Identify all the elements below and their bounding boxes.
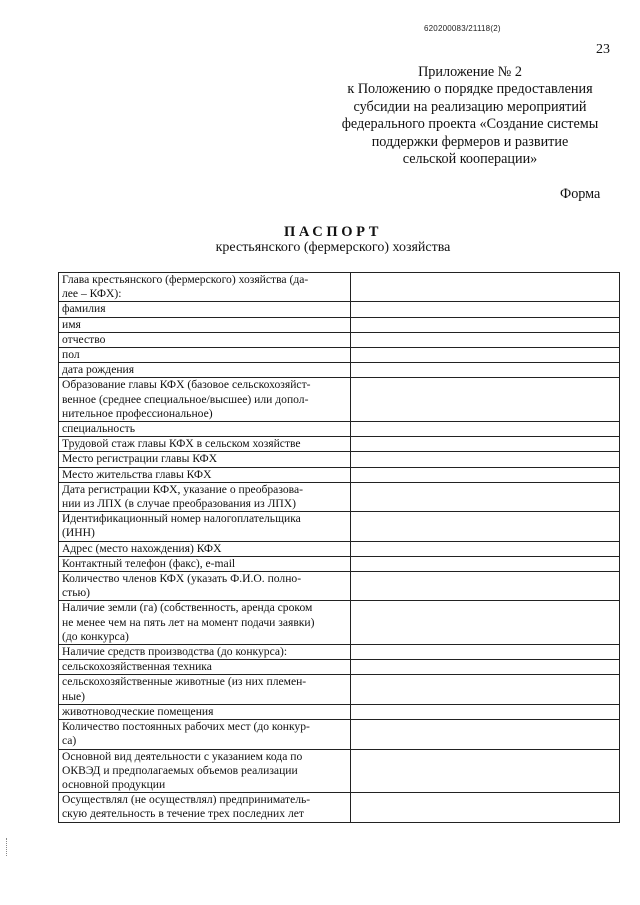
- row-label-cell: [59, 675, 351, 704]
- table-row: [59, 317, 620, 332]
- row-label-line: (до конкурса): [62, 629, 129, 643]
- table-row: [59, 749, 620, 793]
- row-label-line: пол: [62, 348, 80, 362]
- row-label-cell: [59, 720, 351, 749]
- table-row: [59, 348, 620, 363]
- row-value-cell[interactable]: [351, 675, 620, 704]
- row-label-line: Осуществлял (не осуществлял) предприниматель-: [62, 793, 311, 807]
- row-label-line: нительное профессиональное): [62, 406, 213, 420]
- row-label-cell: [59, 793, 351, 822]
- row-label-line: са): [62, 734, 77, 748]
- row-label-line: Адрес (место нахождения) КФХ: [62, 541, 222, 555]
- passport-table-body: [59, 273, 620, 823]
- row-value-cell[interactable]: [351, 660, 620, 675]
- row-label-cell: [59, 482, 351, 511]
- row-label-line: сельскохозяйственные животные (из них племен-: [62, 675, 307, 689]
- row-value-cell[interactable]: [351, 452, 620, 467]
- table-row: [59, 467, 620, 482]
- row-label-cell: [59, 749, 351, 793]
- table-row: [59, 793, 620, 822]
- table-row: [59, 302, 620, 317]
- row-label-line: Место жительства главы КФХ: [62, 467, 212, 481]
- document-subtitle: крестьянского (фермерского) хозяйства: [215, 240, 451, 255]
- table-row: [59, 572, 620, 601]
- row-label-cell: [59, 660, 351, 675]
- appendix-line: сельской кооперации»: [402, 151, 538, 168]
- row-label-line: Наличие средств производства (до конкурса):: [62, 645, 288, 659]
- row-label-line: основной продукции: [62, 777, 166, 791]
- row-label-line: сельскохозяйственная техника: [62, 660, 212, 674]
- row-label-line: лее – КФХ):: [62, 287, 122, 301]
- passport-table: [58, 272, 620, 823]
- appendix-line: Приложение № 2: [418, 64, 522, 80]
- table-row: [59, 482, 620, 511]
- table-row: [59, 452, 620, 467]
- table-row: [59, 378, 620, 422]
- row-label-line: животноводческие помещения: [62, 704, 214, 718]
- row-label-line: Наличие земли (га) (собственность, аренда сроком: [62, 601, 313, 615]
- row-label-line: Контактный телефон (факс), e-mail: [62, 556, 236, 570]
- row-value-cell[interactable]: [351, 317, 620, 332]
- row-label-cell: [59, 541, 351, 556]
- row-label-line: Дата регистрации КФХ, указание о преобразова-: [62, 482, 303, 496]
- row-label-cell: [59, 378, 351, 422]
- table-row: [59, 704, 620, 719]
- row-value-cell[interactable]: [351, 437, 620, 452]
- row-label-line: Образование главы КФХ (базовое сельскохозяйст-: [62, 378, 311, 392]
- appendix-block: [320, 64, 620, 168]
- row-label-cell: [59, 601, 351, 645]
- table-row: [59, 512, 620, 541]
- table-row: [59, 422, 620, 437]
- appendix-line: к Положению о порядке предоставления: [347, 81, 593, 98]
- table-row: [59, 437, 620, 452]
- row-label-line: Идентификационный номер налогоплательщика: [62, 512, 301, 526]
- row-label-cell: [59, 332, 351, 347]
- table-row: [59, 601, 620, 645]
- row-label-line: Место регистрации главы КФХ: [62, 452, 218, 466]
- row-label-line: не менее чем на пять лет на момент подачи заявки): [62, 615, 315, 629]
- margin-mark: [6, 838, 8, 856]
- table-row: [59, 660, 620, 675]
- row-label-cell: [59, 556, 351, 571]
- row-label-cell: [59, 645, 351, 660]
- row-value-cell[interactable]: [351, 601, 620, 645]
- row-label-line: скую деятельность в течение трех последних лет: [62, 807, 304, 821]
- row-label-line: дата рождения: [62, 363, 135, 377]
- row-label-line: имя: [62, 317, 81, 331]
- row-label-cell: [59, 363, 351, 378]
- row-label-cell: [59, 452, 351, 467]
- appendix-line: федерального проекта «Создание системы: [341, 116, 599, 133]
- row-value-cell[interactable]: [351, 572, 620, 601]
- page-number: 23: [596, 42, 610, 57]
- row-label-cell: [59, 572, 351, 601]
- row-label-cell: [59, 422, 351, 437]
- document-code: 620200083/21118(2): [424, 24, 501, 33]
- row-label-line: Трудовой стаж главы КФХ в сельском хозяйстве: [62, 437, 301, 451]
- row-value-cell[interactable]: [351, 363, 620, 378]
- row-label-cell: [59, 467, 351, 482]
- row-value-cell[interactable]: [351, 645, 620, 660]
- row-label-cell: [59, 512, 351, 541]
- row-label-line: венное (среднее специальное/высшее) или допол-: [62, 392, 309, 406]
- row-label-line: ные): [62, 689, 86, 703]
- row-label-cell: [59, 273, 351, 302]
- table-row: [59, 332, 620, 347]
- row-value-cell[interactable]: [351, 720, 620, 749]
- row-value-cell[interactable]: [351, 302, 620, 317]
- row-label-line: ОКВЭД и предполагаемых объемов реализации: [62, 763, 298, 777]
- row-label-line: Основной вид деятельности с указанием кода по: [62, 749, 303, 763]
- row-value-cell[interactable]: [351, 348, 620, 363]
- row-value-cell[interactable]: [351, 332, 620, 347]
- row-value-cell[interactable]: [351, 422, 620, 437]
- row-value-cell[interactable]: [351, 467, 620, 482]
- form-label: Форма: [560, 186, 601, 202]
- row-label-line: (ИНН): [62, 526, 95, 540]
- table-row: [59, 720, 620, 749]
- row-value-cell[interactable]: [351, 541, 620, 556]
- row-label-line: фамилия: [62, 302, 106, 316]
- table-row: [59, 363, 620, 378]
- appendix-line: поддержки фермеров и развитие: [371, 133, 569, 150]
- appendix-line: субсидии на реализацию мероприятий: [353, 98, 587, 115]
- row-label-cell: [59, 704, 351, 719]
- table-row: [59, 556, 620, 571]
- row-value-cell[interactable]: [351, 556, 620, 571]
- table-row: [59, 645, 620, 660]
- row-label-line: нии из ЛПХ (в случае преобразования из ЛПХ): [62, 497, 297, 511]
- row-value-cell[interactable]: [351, 378, 620, 422]
- row-label-cell: [59, 302, 351, 317]
- row-label-line: Количество постоянных рабочих мест (до конкур-: [62, 720, 310, 734]
- table-row: [59, 675, 620, 704]
- row-label-line: специальность: [62, 422, 136, 436]
- row-value-cell[interactable]: [351, 273, 620, 302]
- row-label-line: стью): [62, 586, 91, 600]
- row-label-line: Количество членов КФХ (указать Ф.И.О. полно-: [62, 572, 302, 586]
- row-label-line: Глава крестьянского (фермерского) хозяйства (да-: [62, 273, 309, 286]
- row-value-cell[interactable]: [351, 793, 620, 822]
- row-label-cell: [59, 317, 351, 332]
- row-label-cell: [59, 348, 351, 363]
- row-value-cell[interactable]: [351, 749, 620, 793]
- table-row: [59, 273, 620, 302]
- row-label-cell: [59, 437, 351, 452]
- row-value-cell[interactable]: [351, 704, 620, 719]
- row-value-cell[interactable]: [351, 482, 620, 511]
- table-row: [59, 541, 620, 556]
- document-title: ПАСПОРТ: [284, 224, 382, 240]
- row-label-line: отчество: [62, 332, 106, 346]
- row-value-cell[interactable]: [351, 512, 620, 541]
